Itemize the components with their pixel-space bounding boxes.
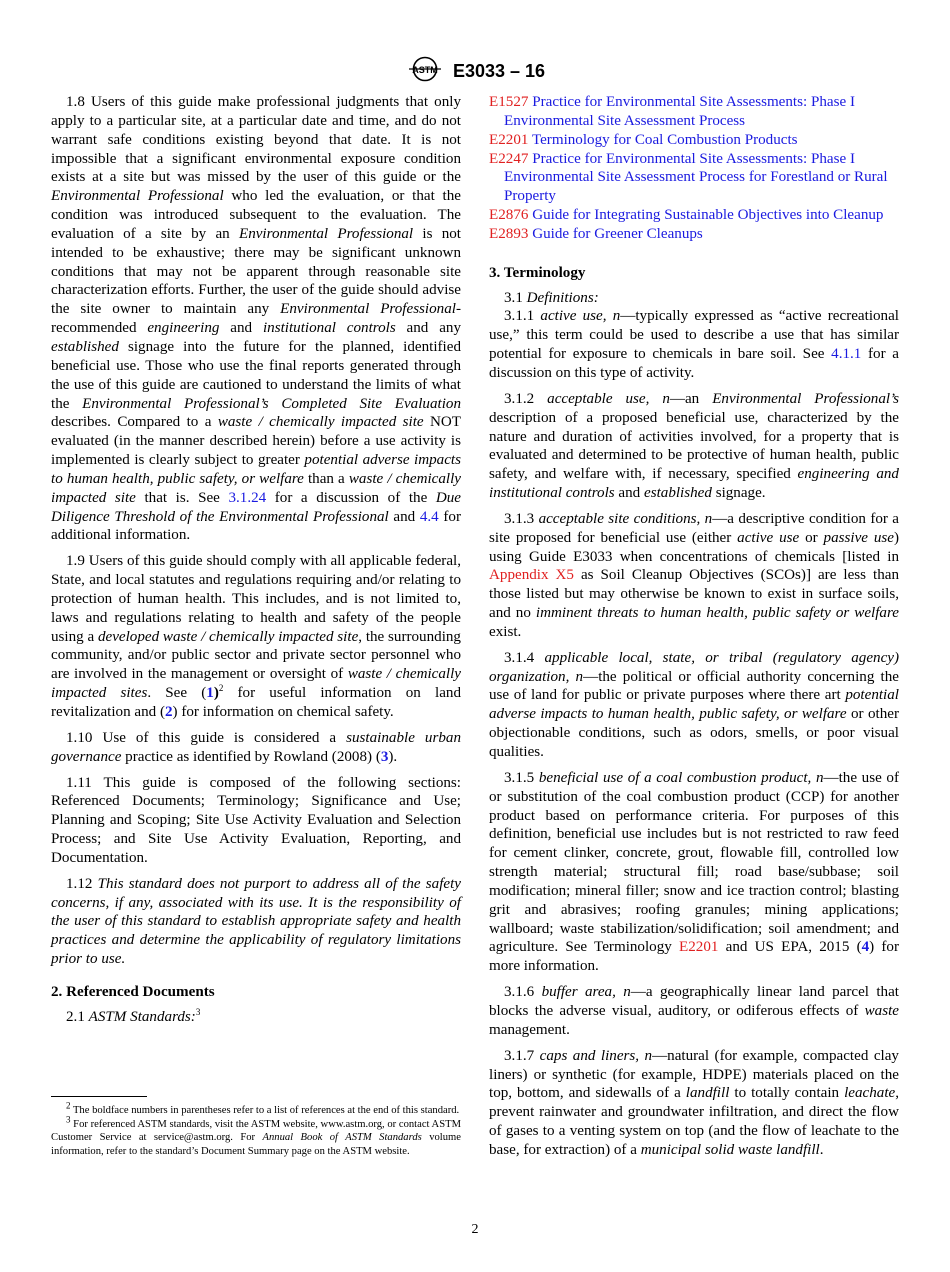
- ref-e2893[interactable]: E2893 Guide for Greener Cleanups: [489, 225, 703, 242]
- para-3-1-3: 3.1.3 acceptable site conditions, n—a descriptive condition for a site proposed for beneficial use (either active use or passive use) using Guide E3033 when concentrations of chemicals [listed in Appendix X5 as Soil Cleanup Objectives (SCOs)] are less than those listed but may otherwise be known to exist in surface soils, and no imminent threats to human health, public safety or welfare exist.: [489, 510, 899, 640]
- ref-e2876[interactable]: E2876 Guide for Integrating Sustainable Objectives into Cleanup: [489, 207, 884, 224]
- right-column: [489, 93, 899, 1167]
- para-1-12: 1.12 This standard does not purport to address all of the safety concerns, if any, associated with its use. It is the responsibility of the user of this standard to establish appropriate safety and health practices and determine the applicability of regulatory limitations prior to use.: [51, 875, 462, 968]
- footnote-divider: [51, 1096, 147, 1097]
- ref-e2247[interactable]: E2247 Practice for Environmental Site Assessments: Phase I Environmental Site Assessment Process for Forestland or Rural Property: [489, 150, 888, 205]
- footnote-2: $^2$ The boldface numbers in parentheses refer to a list of references at the end of this standard.: [66, 1100, 460, 1116]
- para-3-1-7: 3.1.7 caps and liners, n—natural (for example, compacted clay liners) or synthetic (for example, HDPE) materials placed on the top, bottom, and sidewalls of a landfill to totally contain leachate, prevent rainwater and groundwater infiltration, and direct the flow of gases to a venting system on top (and the flow of leachate to the base, for extraction) of a municipal solid waste landfill.: [489, 1047, 900, 1158]
- link-appendix-x5[interactable]: Appendix X5: [489, 567, 574, 584]
- link-4-4[interactable]: 4.4: [419, 508, 439, 525]
- link-3-1-24[interactable]: 3.1.24: [228, 489, 267, 506]
- standard-code: E3033 – 16: [452, 61, 546, 81]
- page-header: [0, 56, 950, 87]
- logo-text: ASTM: [412, 65, 438, 75]
- para-1-11: 1.11 This guide is composed of the following sections: Referenced Documents; Terminology; Significance and Use; Planning and Scoping; Site Use Activity Evaluation and Selection Process; and Site Use Activity Evaluation, Reporting, and Documentation.: [51, 774, 461, 866]
- ref-link-3[interactable]: 3: [380, 748, 389, 765]
- link-4-1-1[interactable]: 4.1.1: [831, 346, 862, 363]
- footnote-3: $^3$ For referenced ASTM standards, visit the ASTM website, www.astm.org, or contact ASTM Customer Service at service@astm.org. For Annual Book of ASTM Standards volume information, refer to the standard’s Document Summary page on the ASTM website.: [51, 1113, 461, 1157]
- ref-link-2[interactable]: 2: [165, 704, 173, 720]
- ref-link-1[interactable]: 1: [206, 685, 214, 702]
- para-3-1-4: 3.1.4 applicable local, state, or tribal (regulatory agency) organization, n—the political or official authority concerning the use of land for public or private purposes where there art potential adverse impacts to human health, public safety, or welfare or other objectionable conditions, such as odors, smells, or poor visual qualities.: [489, 649, 899, 760]
- page-number: 2: [471, 1222, 479, 1237]
- astm-logo-icon: [405, 56, 445, 87]
- para-1-9: 1.9 Users of this guide should comply with all applicable federal, State, and local statutes and regulations requiring and/or relating to protection of human health. This includes, and is not limited to, laws and regulations relating to health and safety of the people using a developed waste / chemically impacted site, the surrounding community, and/or public sector and private sector personnel who are involved in the management or oversight of waste / chemically impacted sites. See $(1)^2$ for useful information on land revitalization and (2) for information on chemical safety.: [51, 553, 462, 720]
- ref-e2201[interactable]: E2201 Terminology for Coal Combustion Products: [489, 131, 798, 148]
- para-3-1: 3.1 Definitions:: [504, 289, 599, 306]
- footnotes: [51, 1100, 461, 1158]
- para-1-10: 1.10 Use of this guide is considered a sustainable urban governance practice as identified by Rowland (2008) (3).: [51, 729, 461, 765]
- para-2-1: 2.1 ASTM Standards:$^3$: [66, 1006, 201, 1025]
- ref-e1527[interactable]: E1527 Practice for Environmental Site Assessments: Phase I Environmental Site Assessment Process: [489, 94, 855, 129]
- ref-link-4[interactable]: 4: [861, 939, 870, 956]
- para-3-1-1: 3.1.1 active use, n—typically expressed as “active recreational use,” this term could be used to describe a use that has similar potential for exposure to chemicals in bare soil. See 4.1.1 for a discussion on this type of activity.: [489, 308, 899, 381]
- para-1-8: 1.8 Users of this guide make professional judgments that only apply to a particular site, at a particular date and time, and do not warrant safe conditions existing beyond that date. It is not impossible that a significant environmental exposure condition exists at a site but was missed by the user of this guide or the Environmental Professional who led the evaluation, or that the condition was introduced subsequent to the evaluation. The evaluation of a site by an Environmental Professional is not intended to be exhaustive; there may be significant unknown conditions that may not be apparent through reasonable site characterization efforts. Further, the user of the guide should advise the site owner to maintain any Environmental Professional-recommended engineering and institutional controls and any established signage into the future for the planned, identified beneficial use. Those who use the final reports generated through the use of this guide are cautioned to understand the limits of what the Environmental Professional’s Completed Site Evaluation describes. Compared to a waste / chemically impacted site NOT evaluated (in the manner described herein) before a use activity is implemented is clearly subject to greater potential adverse impacts to human health, public safety, or welfare than a waste / chemically impacted site that is. See 3.1.24 for a discussion of the Due Diligence Threshold of the Environmental Professional and 4.4 for additional information.: [51, 94, 462, 544]
- left-column: [51, 93, 461, 1034]
- para-3-1-5: 3.1.5 beneficial use of a coal combustion product, n—the use of or substitution of the coal combustion product (CCP) for another product based on performance criteria. For purposes of this definition, beneficial use includes but is not restricted to raw feed for cement clinker, concrete, grout, flowable fill, controlled low strength material; structural fill; road base/subbase; soil modification; mineral filler; snow and ice traction control; blasting grit and abrasives; roofing granules; mining applications; wallboard; waste stabilization/solidification; soil amendment; and agriculture. See Terminology E2201 and US EPA, 2015 (4) for more information.: [489, 769, 899, 975]
- section-3-heading: 3. Terminology: [489, 264, 586, 281]
- para-3-1-6: 3.1.6 buffer area, n—a geographically linear land parcel that blocks the adverse visual, auditory, or odiferous effects of waste management.: [489, 984, 899, 1038]
- section-2-heading: 2. Referenced Documents: [51, 983, 215, 1000]
- para-3-1-2: 3.1.2 acceptable use, n—an Environmental Professional’s description of a proposed beneficial use, characterized by the nature and duration of activities involved, for a property that is evaluated and determined to be protective of human health, public safety, and welfare with, if necessary, specified engineering and institutional controls and established signage.: [489, 390, 900, 502]
- link-e2201[interactable]: E2201: [679, 939, 719, 956]
